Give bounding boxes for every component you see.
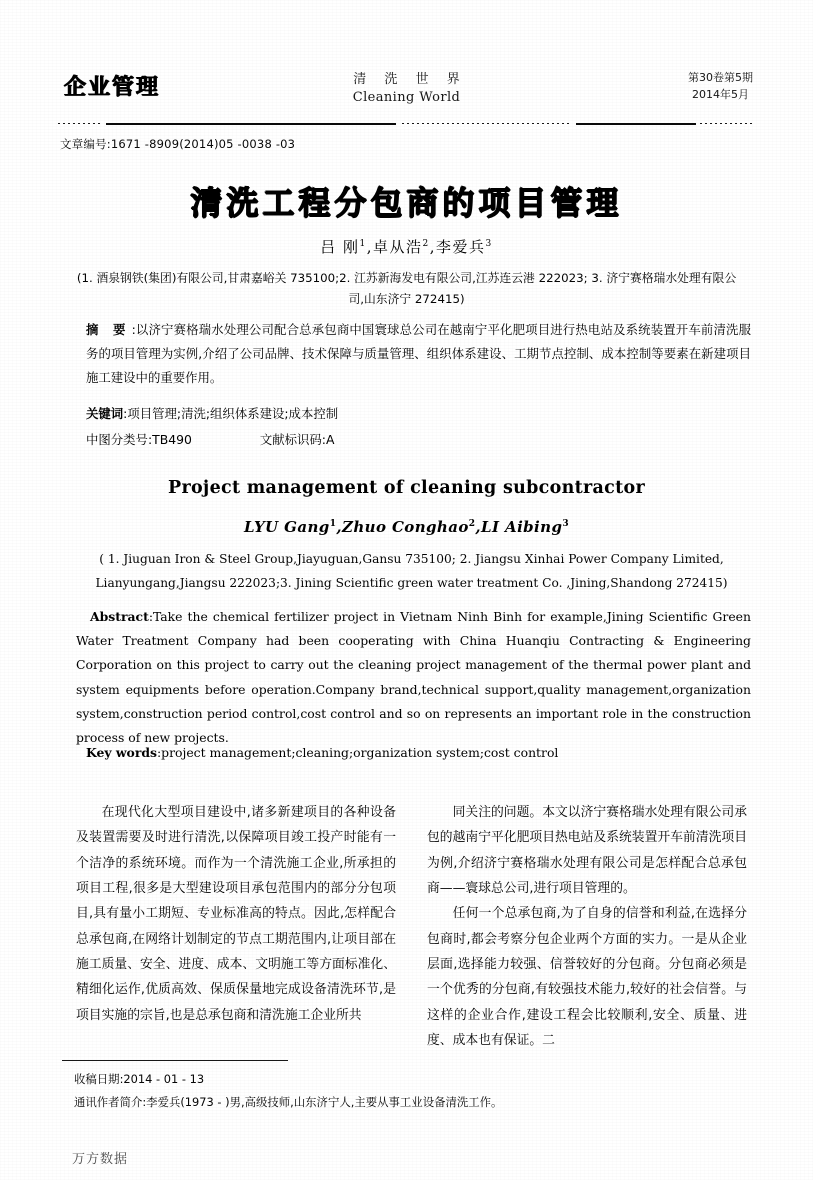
affiliation-en: ( 1. Jiuguan Iron & Steel Group,Jiayuguan,Gansu 735100; 2. Jiangsu Xinhai Power Company Limited, Lianyungang,Jiangsu 222023;3. Jining Scientific green water treatment Co. ,Jining,Shandong 272415) [95, 552, 728, 590]
author-1-name-cn: 吕 刚 [320, 238, 360, 256]
wanfang-watermark: 万方数据 [72, 1152, 129, 1167]
body-paragraph: 在现代化大型项目建设中,诸多新建项目的各种设备及装置需要及时进行清洗,以保障项目竣工投产时能有一个洁净的系统环境。而作为一个清洗施工企业,所承担的项目工程,很多是大型建设项目承包范围内的部分分包项目,具有量小工期短、专业标准高的特点。因此,怎样配合总承包商,在网络计划制定的节点工期范围内,让项目部在施工质量、安全、进度、成本、文明施工等方面标准化、精细化运作,优质高效、保质保量地完成设备清洗环节,是项目实施的宗旨,也是总承包商和清洗施工企业所共 [76, 805, 396, 1023]
keywords-cn-label: 关键词 [86, 406, 124, 421]
body-paragraph: 任何一个总承包商,为了自身的信誉和利益,在选择分包商时,都会考察分包企业两个方面的实力。一是从企业层面,选择能力较强、信誉较好的分包商。分包商必须是一个优秀的分包商,有较强技术能力,较好的社会信誉。与这样的企业合作,建设工程会比较顺利,安全、质量、进度、成本也有保证。二 [427, 906, 747, 1048]
body-column-right [427, 800, 747, 1053]
author-1-affil-marker-cn: 1 [359, 239, 367, 249]
author-2-affil-marker-cn: 2 [422, 239, 430, 249]
abstract-en [76, 605, 751, 750]
article-number: 文章编号:1671 -8909(2014)05 -0038 -03 [60, 137, 296, 151]
volume-issue: 第30卷第5期 [688, 71, 753, 84]
author-3-affil-marker-cn: 3 [485, 239, 493, 249]
divider-line-right [576, 123, 696, 125]
corresponding-author-bio: 通讯作者简介:李爱兵(1973 - )男,高级技师,山东济宁人,主要从事工业设备清洗工作。 [74, 1094, 503, 1109]
abstract-cn-text: :以济宁赛格瑞水处理公司配合总承包商中国寰球总公司在越南宁平化肥项目进行热电站及系统装置开车前清洗服务的项目管理为实例,介绍了公司品牌、技术保障与质量管理、组织体系建设、工期节点控制、成本控制等要素在新建项目施工建设中的重要作用。 [86, 322, 751, 385]
divider-dots-right [700, 123, 752, 124]
classification-line [86, 430, 334, 448]
keywords-en-text: :project management;cleaning;organization system;cost control [157, 745, 559, 760]
author-list-en: LYU Gang$^1$,Zhuo Conghao$^2$,LI Aibing$^3$ [243, 518, 570, 536]
keywords-en-label: Key words [86, 745, 157, 760]
issue-info [688, 69, 753, 103]
issue-date: 2014年5月 [692, 88, 749, 102]
divider-dots-mid [402, 123, 570, 124]
journal-name-block [60, 68, 753, 105]
abstract-en-text: :Take the chemical fertilizer project in Vietnam Ninh Binh for example,Jining Scientific Green Water Treatment Company had been cooperating with China Huanqiu Contracting & Engineering Corporation on this project to carry out the cleaning project management of the thermal power plant and system equipments before operation.Company brand,technical support,quality management,organization system,construction period control,cost control and so on represents an important role in the construction process of new projects. [76, 609, 751, 745]
keywords-en [86, 745, 751, 760]
footnote-block [74, 1068, 751, 1114]
journal-name-en: Cleaning World [352, 90, 461, 105]
keywords-cn [86, 404, 338, 422]
author-3-affil-marker-en: 3 [562, 519, 570, 529]
abstract-en-label: Abstract [90, 609, 149, 624]
paper-title-en: Project management of cleaning subcontractor [167, 478, 646, 498]
author-2-affil-marker-en: 2 [468, 519, 476, 529]
abstract-cn-label: 摘 要 [86, 322, 131, 337]
author-3-name-en: LI Aibing [481, 518, 563, 536]
divider-line-left [106, 123, 396, 125]
document-code: 文献标识码:A [259, 432, 335, 447]
received-date: 收稿日期:2014 - 01 - 13 [74, 1072, 205, 1086]
paper-title-cn: 清洗工程分包商的项目管理 [190, 184, 623, 222]
author-2-name-en: Zhuo Conghao [341, 518, 469, 536]
footnote-divider [62, 1060, 288, 1061]
clc-number: 中图分类号:TB490 [86, 432, 192, 447]
body-paragraph: 同关注的问题。本文以济宁赛格瑞水处理有限公司承包的越南宁平化肥项目热电站及系统装置开车前清洗项目为例,介绍济宁赛格瑞水处理有限公司是怎样配合总承包商——寰球总公司,进行项目管理的。 [427, 805, 747, 896]
section-label: 企业管理 [64, 74, 161, 100]
abstract-cn [86, 318, 751, 389]
affiliation-cn: (1. 酒泉钢铁(集团)有限公司,甘肃嘉峪关 735100;2. 江苏新海发电有限公司,江苏连云港 222023; 3. 济宁赛格瑞水处理有限公司,山东济宁 272415) [76, 271, 737, 306]
journal-name-cn: 清 洗 世 界 [353, 72, 467, 87]
author-3-name-cn: 李爱兵 [436, 238, 486, 256]
author-2-name-cn: 卓从浩 [373, 238, 423, 256]
masthead-divider [58, 122, 755, 126]
page-masthead [60, 68, 753, 118]
author-1-name-en: LYU Gang [243, 518, 330, 536]
body-column-left [76, 800, 396, 1028]
author-1-affil-marker-en: 1 [329, 519, 337, 529]
author-list-cn: 吕 刚$^1$,卓从浩$^2$,李爱兵$^3$ [320, 238, 493, 256]
divider-dots-left [58, 123, 100, 124]
keywords-cn-text: :项目管理;清洗;组织体系建设;成本控制 [123, 406, 339, 421]
